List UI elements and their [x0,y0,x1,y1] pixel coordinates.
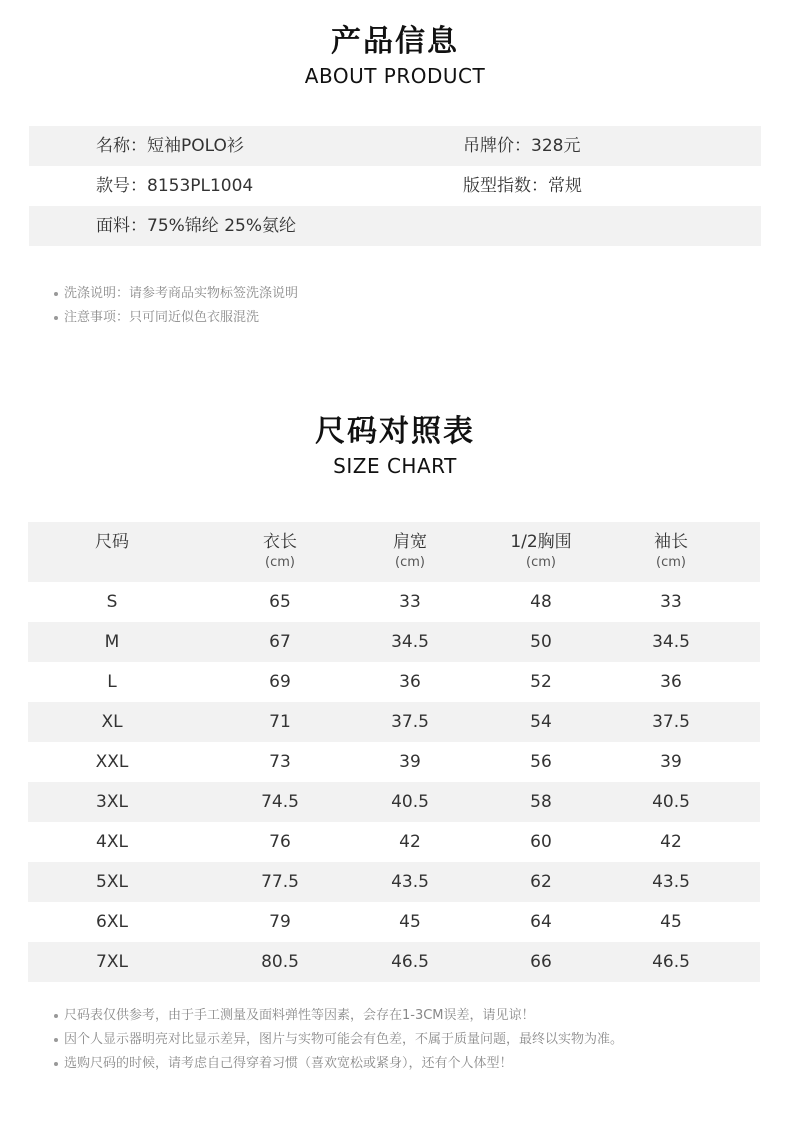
header-size: 尺码 [95,532,129,552]
table-cell: 46.5 [652,952,690,972]
table-cell: 40.5 [652,792,690,812]
table-cell: 58 [530,792,552,812]
table-cell: M [104,632,120,652]
table-row [28,742,760,782]
table-cell: 50 [530,632,552,652]
table-cell: 42 [399,832,421,852]
table-cell: 62 [530,872,552,892]
care-note: 注意事项：只可同近似色衣服混洗 [54,306,298,330]
table-cell: 5XL [96,872,128,892]
table-cell: 74.5 [261,792,299,812]
table-cell: 48 [530,592,552,612]
bullet-icon [54,1062,58,1066]
table-cell: 43.5 [652,872,690,892]
table-cell: 37.5 [652,712,690,732]
table-cell: 33 [399,592,421,612]
table-row [28,582,760,622]
table-row [28,702,760,742]
table-cell: 43.5 [391,872,429,892]
table-cell: XL [101,712,123,732]
care-note: 洗涤说明：请参考商品实物标签洗涤说明 [54,282,298,306]
table-cell: 34.5 [391,632,429,652]
tag-price: 吊牌价：328元 [463,136,581,156]
table-row [28,622,760,662]
table-cell: 67 [269,632,291,652]
info-row-1 [29,126,761,166]
header-length: 衣长 (cm) [263,532,297,570]
table-cell: 33 [660,592,682,612]
header-shoulder: 肩宽 (cm) [393,532,427,570]
table-cell: 80.5 [261,952,299,972]
table-cell: 36 [399,672,421,692]
table-row [28,902,760,942]
table-cell: 66 [530,952,552,972]
table-cell: 39 [660,752,682,772]
table-cell: 40.5 [391,792,429,812]
table-cell: 45 [660,912,682,932]
style-number: 款号：8153PL1004 [96,176,254,196]
table-row [28,942,760,982]
size-title-cn: 尺码对照表 [315,414,475,449]
table-cell: 60 [530,832,552,852]
table-cell: 37.5 [391,712,429,732]
fit-index: 版型指数：常规 [463,176,582,196]
size-note: 因个人显示器明亮对比显示差异，图片与实物可能会有色差，不属于质量问题，最终以实物为准。 [54,1028,623,1052]
table-cell: 79 [269,912,291,932]
table-cell: 7XL [96,952,128,972]
header-half-chest: 1/2胸围 (cm) [510,532,572,570]
table-cell: S [106,592,118,612]
size-table [28,522,760,982]
info-row-3 [29,206,761,246]
size-notes [54,1004,623,1076]
bullet-icon [54,292,58,296]
table-row [28,822,760,862]
table-cell: 46.5 [391,952,429,972]
table-cell: 64 [530,912,552,932]
table-cell: 6XL [96,912,128,932]
info-row-2 [29,166,761,206]
header-sleeve: 袖长 (cm) [654,532,688,570]
table-cell: 42 [660,832,682,852]
care-notes [54,282,298,330]
table-row [28,782,760,822]
size-note: 尺码表仅供参考，由于手工测量及面料弹性等因素，会存在1-3CM误差，请见谅！ [54,1004,623,1028]
fabric: 面料：75%锦纶 25%氨纶 [96,216,296,236]
size-title-en: SIZE CHART [333,454,457,478]
table-cell: 56 [530,752,552,772]
bullet-icon [54,1014,58,1018]
size-section-header [0,406,790,478]
table-cell: XXL [95,752,129,772]
table-cell: 73 [269,752,291,772]
table-cell: 39 [399,752,421,772]
table-cell: 76 [269,832,291,852]
product-section-header [0,16,790,88]
table-cell: 4XL [96,832,128,852]
table-row [28,662,760,702]
product-title-en: ABOUT PRODUCT [304,64,486,88]
table-cell: 69 [269,672,291,692]
product-name: 名称：短袖POLO衫 [96,136,244,156]
table-cell: 3XL [96,792,128,812]
table-cell: 34.5 [652,632,690,652]
table-cell: L [107,672,117,692]
table-cell: 77.5 [261,872,299,892]
table-cell: 36 [660,672,682,692]
table-cell: 52 [530,672,552,692]
size-note: 选购尺码的时候，请考虑自己得穿着习惯（喜欢宽松或紧身），还有个人体型！ [54,1052,623,1076]
table-cell: 45 [399,912,421,932]
bullet-icon [54,316,58,320]
size-table-header [28,522,760,582]
table-cell: 65 [269,592,291,612]
bullet-icon [54,1038,58,1042]
table-cell: 54 [530,712,552,732]
size-table-body [28,582,760,982]
table-cell: 71 [269,712,291,732]
product-title-cn: 产品信息 [331,24,459,59]
table-row [28,862,760,902]
